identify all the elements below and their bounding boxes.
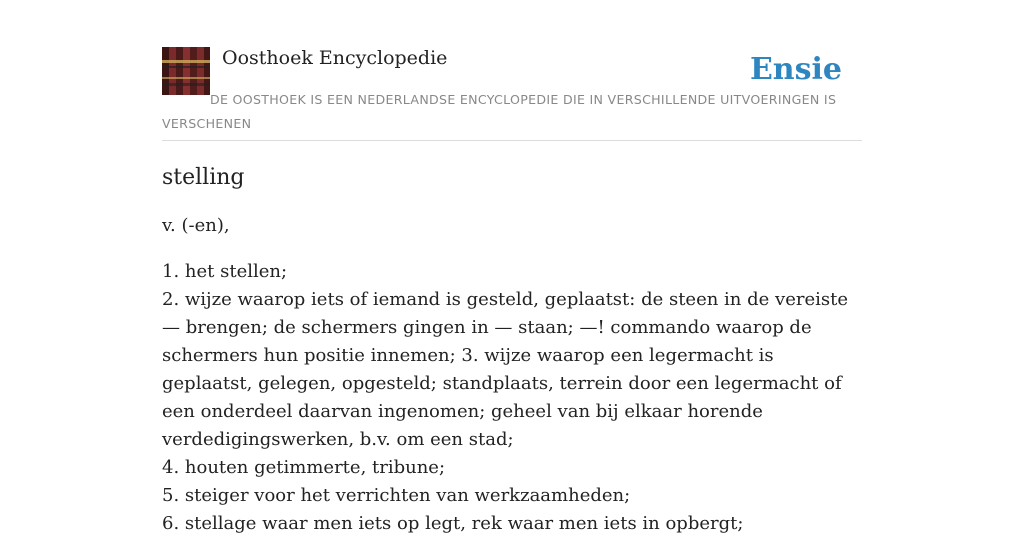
definition-item: 4. houten getimmerte, tribune; xyxy=(162,457,446,478)
definition-item: 5. steiger voor het verrichten van werkzaamheden; xyxy=(162,485,631,506)
brand-logo[interactable]: Ensie xyxy=(749,52,842,87)
entry-grammar: v. (-en), xyxy=(162,215,230,236)
site-header xyxy=(162,46,862,141)
site-title[interactable]: Oosthoek Encyclopedie xyxy=(222,47,448,69)
entry-content xyxy=(162,160,862,538)
entry-definitions xyxy=(162,258,862,538)
entry-title: stelling xyxy=(162,165,245,190)
site-tagline: DE OOSTHOEK IS EEN NEDERLANDSE ENCYCLOPEDIE DIE IN VERSCHILLENDE UITVOERINGEN IS VERSCHENEN xyxy=(162,92,837,131)
definition-item: 6. stellage waar men iets op legt, rek waar men iets in opbergt; xyxy=(162,513,744,534)
definition-item: 1. het stellen; xyxy=(162,261,288,282)
definition-item: 2. wijze waarop iets of iemand is gesteld, geplaatst: de steen in de vereiste — brengen; de schermers gingen in — staan; —! commando waarop de schermers hun positie innemen; 3. wijze waarop een legermacht is geplaatst, gelegen, opgesteld; standplaats, terrein door een legermacht of een onderdeel daarvan ingenomen; geheel van bij elkaar horende verdedigingswerken, b.v. om een stad; xyxy=(162,289,848,450)
